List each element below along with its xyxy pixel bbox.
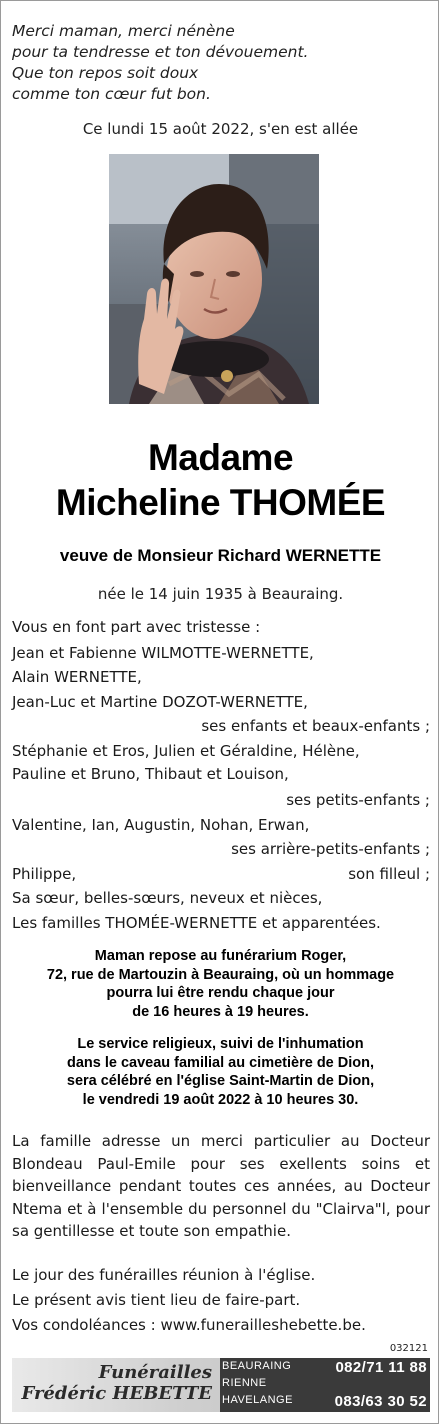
portrait-photo-icon xyxy=(109,154,319,404)
service-notice-line: Le service religieux, suivi de l'inhumation xyxy=(77,1036,364,1052)
rest-notice xyxy=(1,947,439,1021)
notice-line: Le présent avis tient lieu de faire-part. xyxy=(12,1291,301,1309)
phone-number[interactable]: 082/71 11 88 xyxy=(335,1359,427,1376)
town-name: HAVELANGE xyxy=(222,1394,293,1406)
family-line: Jean et Fabienne WILMOTTE-WERNETTE, xyxy=(12,644,314,662)
thanks-paragraph: La famille adresse un merci particulier au Docteur Blondeau Paul-Emile pour ses exellents soins et bienveillance pendant toutes ces années, au Docteur Ntema et à l'ensemble du personnel du "Clairva"l, pour sa gentillesse et toute son empathie. xyxy=(12,1132,430,1240)
family-line: Les familles THOMÉE-WERNETTE et apparentées. xyxy=(12,914,381,932)
family-line: Stéphanie et Eros, Julien et Géraldine, Hélène, xyxy=(12,742,360,760)
town-name: BEAURAING xyxy=(222,1360,292,1372)
poem-line: comme ton cœur fut bon. xyxy=(12,85,211,103)
poem-line: Merci maman, merci nénène xyxy=(12,22,235,40)
service-notice xyxy=(1,1035,439,1109)
service-notice-line: le vendredi 19 août 2022 à 10 heures 30. xyxy=(82,1091,359,1108)
godson-role: son filleul ; xyxy=(348,865,430,883)
poem-line: Que ton repos soit doux xyxy=(12,64,199,82)
godson-name: Philippe, xyxy=(12,865,77,883)
family-line: Alain WERNETTE, xyxy=(12,668,142,686)
contact-row xyxy=(220,1360,430,1378)
family-role: ses petits-enfants ; xyxy=(286,791,430,809)
service-notice-line: sera célébré en l'église Saint-Martin de Dion, xyxy=(66,1073,375,1089)
family-line: Pauline et Bruno, Thibaut et Louison, xyxy=(12,765,289,783)
rest-notice-line: de 16 heures à 19 heures. xyxy=(132,1003,309,1020)
reference-code: 032121 xyxy=(389,1343,428,1354)
contact-row xyxy=(220,1394,430,1412)
family-line: Valentine, Ian, Augustin, Nohan, Erwan, xyxy=(12,816,310,834)
poem xyxy=(12,21,432,105)
funeral-home-logo xyxy=(12,1362,212,1404)
portrait-photo xyxy=(109,154,319,404)
rest-notice-line: 72, rue de Martouzin à Beauraing, où un hommage xyxy=(46,966,395,983)
deceased-title: Madame xyxy=(147,437,294,478)
godson-line xyxy=(12,865,430,883)
funeral-home-footer xyxy=(12,1358,430,1412)
service-notice-line: dans le caveau familial au cimetière de Dion, xyxy=(66,1054,375,1071)
town-name: RIENNE xyxy=(222,1377,267,1389)
family-line: Jean-Luc et Martine DOZOT-WERNETTE, xyxy=(12,693,308,711)
family-intro: Vous en font part avec tristesse : xyxy=(12,618,261,636)
family-role: ses arrière-petits-enfants ; xyxy=(231,840,430,858)
rest-notice-line: Maman repose au funérarium Roger, xyxy=(94,948,347,964)
rest-notice-line: pourra lui être rendu chaque jour xyxy=(106,985,335,1001)
condolences-line[interactable]: Vos condoléances : www.funerailleshebette.be. xyxy=(12,1316,366,1334)
reunion-line: Le jour des funérailles réunion à l'église. xyxy=(12,1266,316,1284)
widow-of: veuve de Monsieur Richard WERNETTE xyxy=(59,546,382,565)
contact-box xyxy=(220,1358,430,1412)
phone-number[interactable]: 083/63 30 52 xyxy=(334,1393,427,1410)
birth-info: née le 14 juin 1935 à Beauraing. xyxy=(97,585,344,603)
family-role: ses enfants et beaux-enfants ; xyxy=(201,717,430,735)
intro-text: Ce lundi 15 août 2022, s'en est allée xyxy=(82,120,359,138)
family-line: Sa sœur, belles-sœurs, neveux et nièces, xyxy=(12,889,323,907)
brand-line: Frédéric HEBETTE xyxy=(21,1383,212,1404)
poem-line: pour ta tendresse et ton dévouement. xyxy=(12,43,309,61)
brand-line: Funérailles xyxy=(98,1362,212,1383)
deceased-name: Micheline THOMÉE xyxy=(55,482,386,523)
